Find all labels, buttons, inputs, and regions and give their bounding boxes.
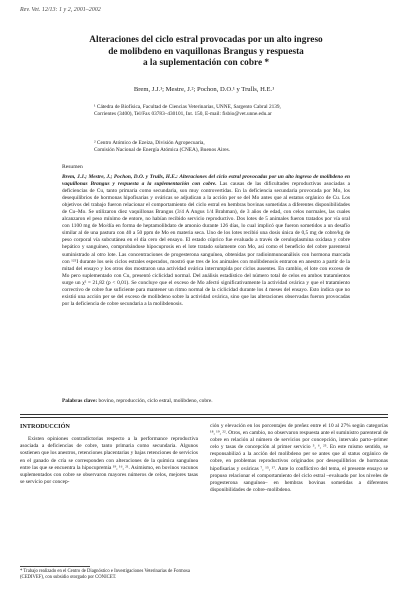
section-divider (20, 417, 388, 418)
title-line: de molibdeno en vaquillonas Brangus y respuesta (108, 46, 304, 57)
affiliation-line: ¹ Cátedra de Biofísica, Facultad de Ciencias Veterinarias, UNNE, Sargento Cabral 2139, (94, 104, 281, 110)
abstract-citation: Brem, J.J.; Mestre, J.; Pochon, D.O. y Trulls, H.E.: Alteraciones del ciclo estral provocadas por un alto ingreso de molibdeno en vaquillonas Brangus y respuesta a la suplementación con cobre. (62, 174, 350, 188)
affiliation-1 (94, 104, 394, 118)
title-line: Alteraciones del ciclo estral provocadas por un alto ingreso (89, 35, 323, 45)
keywords-text: bovino, reproducción, ciclo estral, molibdeno, cobre. (98, 398, 213, 404)
affiliation-line: ² Centro Atómico de Ezeiza, División Agropecuaria, (94, 140, 205, 146)
affiliation-line: Comisión Nacional de Energía Atómica (CNEA), Buenos Aires. (94, 146, 230, 153)
abstract (62, 174, 350, 308)
intro-paragraph-right: ción y elevación en los porcentajes de preñez entre el 10 al 27% según categorías ¹⁸, ¹⁹, ²². Otros, en cambio, no observaron respuesta ante el suministro parenteral de cobre en relación al número de servicios por concepción, intervalo parto–primer celo y tasas de concepción al primer servicio ⁵, ⁶, ²⁵. En este mismo sentido, se responsabilizó a la acción del molibdeno per se antes que al status orgánico de cobre, en problemas reproductivos originados por desequilibrios de hormonas hipofisarias y ováricas ⁷, ¹⁵, ¹⁷. Ante lo conflictivo del tema, el presente ensayo se propuso relacionar el comportamiento del ciclo estral –evaluado por los niveles de progesterona sanguínea– en hembras bovinas sometidas a diferentes disponibilidades de cobre–molibdeno. (210, 423, 388, 493)
left-column (20, 423, 198, 486)
abstract-label: Resumen (62, 164, 83, 170)
abstract-body: Las causas de las dificultades reproductivas asociadas a deficiencias de Cu, tanto primaria como secundaria, son muy controvertidas. En la deficiencia secundaria provocada por Mo, los desequilibrios de hormonas hipofisarias y ováricas se adjudican a la acción per se del Mo antes que al estatus orgánico de Cu. Los objetivos del trabajo fueron relacionar el comportamiento del ciclo estral en hembras bovinas sometidas a diferentes disponibilidades de Cu–Mo. Se utilizaron diez vaquillonas Brangus (3/4 A Angus 1/4 Brahman), de 3 años de edad, con celos normales, las cuales alcanzaron el peso mínimo de entore, no habían recibido servicio reproductivo. Dos lotes de 5 animales fueron tratados por vía oral con 1100 mg de Mo/día en forma de heptamolibdato de amonio durante 126 días, lo cual implicó que fueron sometidos a un desafío similar al de una pastura con 40 a 50 ppm de Mo en materia seca. Uno de los lotes recibió una dosis única de 0,5 mg de cobre/kg de peso corporal vía subcutánea en el día cero del ensayo. El estado cúprico fue evaluado a través de ceruloplasmina oxidasa y cobre hepático y sanguíneo, comprobándose hipocuprosis en el lote tratado solamente con Mo, así como el beneficio del cobre parenteral suministrado al otro lote. Las concentraciones de progesterona sanguínea, obtenidas por radioinmunoanálisis con hormona marcada con ¹²⁵I durante los seis ciclos estrales esperados, mostró que tres de los animales con molibdenosis entraron en anestro a partir de la mitad del ensayo y los otros dos mostraron una actividad ovárica interrumpida por ciclos ausentes. En cambio, el lote con exceso de Mo pero suplementado con Cu, presentó ciclicidad normal. Del análisis estadístico del número total de celos en ambos tratamientos surge un χ² = 21,82 (p < 0,01). Se concluye que el exceso de Mo afectó significativamente la actividad ovárica y que el tratamiento correctivo de cobre fue suficiente para mantener un ritmo normal de la ciclicidad durante los 4 meses del ensayo. Esto indica que no existió una acción per se del exceso de molibdeno sobre la actividad ovárica, sino que las alteraciones observadas fueron provocadas por la deficiencia de cobre secundaria a la molibdenosis. (62, 181, 350, 307)
running-head: Rev. Vet. 12/13: 1 y 2, 2001–2002 (20, 7, 101, 13)
title-line: a la suplementación con cobre * (142, 58, 270, 69)
author-list: Brem, J.J.¹; Mestre, J.²; Pochon, D.O.¹ y Trulls, H.E.¹ (133, 86, 275, 93)
footnote: * Trabajo realizado en el Centro de Diagnóstico e Investigaciones Veterinarias de Formosa (CEDIVEF), con subsidio otorgado por CONICET. (20, 569, 190, 581)
keywords-label: Palabras clave: (62, 398, 98, 404)
footnote-divider (20, 566, 90, 567)
affiliation-2 (94, 140, 394, 154)
right-column (210, 423, 388, 494)
section-divider (20, 414, 388, 415)
section-heading: INTRODUCCIÓN (20, 423, 70, 430)
intro-paragraph-left: Existen opiniones contradictorias respecto a la performance reproductiva asociada a deficiencias de cobre, tanto primaria como secundaria. Algunos sostienen que los anestros, retenciones placentarias y bajas retenciones de servicios en el ganado de cría se corresponden con alteraciones de la química sanguínea entre las que se encuentra la hipocupremia ¹⁹, ¹⁶, ²¹. Asimismo, en bovinos vacunos suplementados con cobre se observaron mayores números de celos, mejores tasas se servicio por concep- (20, 436, 198, 485)
keywords (62, 398, 350, 404)
affiliation-line: Corrientes (3400), Tel/Fax 03783–430101, Int. 150, E-mail: fisbio@vet.unne.edu.ar (94, 110, 272, 117)
article-title (70, 35, 342, 70)
